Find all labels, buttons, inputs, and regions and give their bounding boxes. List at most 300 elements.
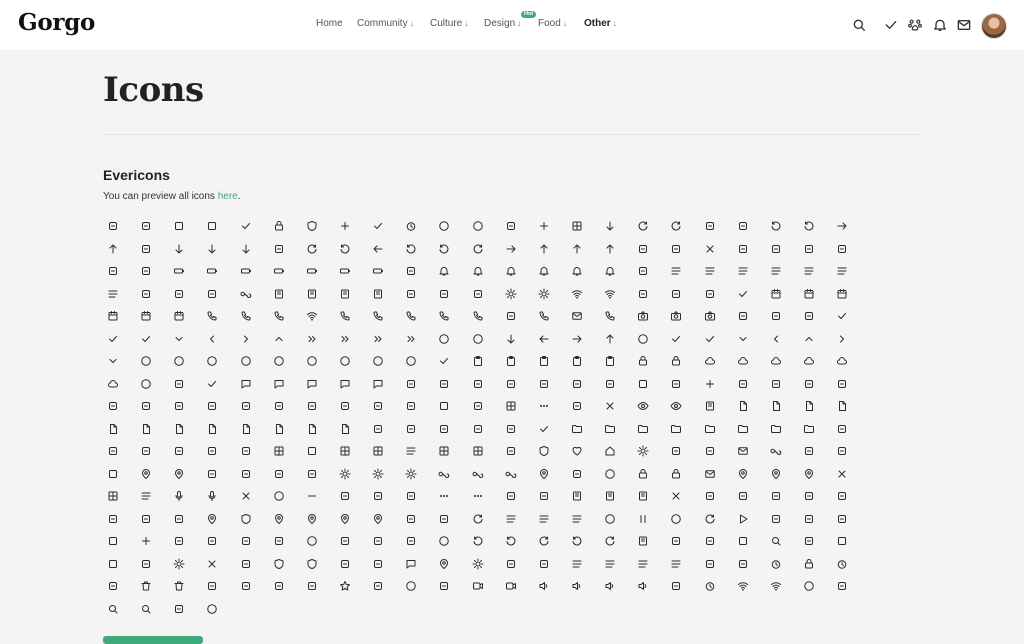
chevron-up-icon[interactable] xyxy=(273,331,306,354)
alert-circle-icon[interactable] xyxy=(438,218,471,241)
volume-icon[interactable] xyxy=(538,578,571,601)
video-off-icon[interactable] xyxy=(472,578,505,601)
navigation-icon[interactable] xyxy=(240,398,273,421)
arrow-up-icon[interactable] xyxy=(604,241,637,264)
chat-icon[interactable] xyxy=(405,556,438,579)
euro-circle-icon[interactable] xyxy=(206,601,239,624)
grid-4-icon[interactable] xyxy=(472,443,505,466)
map-navigation-icon[interactable] xyxy=(339,511,372,534)
clipboard-x-icon[interactable] xyxy=(604,353,637,376)
shield-heart-icon[interactable] xyxy=(538,443,571,466)
minus-icon[interactable] xyxy=(306,488,339,511)
music-icon[interactable] xyxy=(538,488,571,511)
cloud-download-icon[interactable] xyxy=(737,353,770,376)
x-circle-alt-icon[interactable] xyxy=(372,353,405,376)
info-circle-alt-icon[interactable] xyxy=(273,353,306,376)
atom-icon[interactable] xyxy=(107,263,140,286)
return-icon[interactable] xyxy=(637,241,670,264)
printer-icon[interactable] xyxy=(240,533,273,556)
forward-icon[interactable] xyxy=(670,218,703,241)
cloud-icon[interactable] xyxy=(107,376,140,399)
ticket-icon[interactable] xyxy=(505,376,538,399)
map-alt-icon[interactable] xyxy=(803,466,836,489)
star-icon[interactable] xyxy=(339,578,372,601)
file-alt-icon[interactable] xyxy=(173,421,206,444)
check-circle-alt-icon[interactable] xyxy=(704,331,737,354)
bookmark-off-icon[interactable] xyxy=(339,286,372,309)
expand-icon[interactable] xyxy=(704,241,737,264)
wifi-icon[interactable] xyxy=(770,578,803,601)
mail-icon[interactable] xyxy=(704,466,737,489)
smile-icon[interactable] xyxy=(438,578,471,601)
more-vertical-icon[interactable] xyxy=(472,488,505,511)
grid-square-icon[interactable] xyxy=(339,443,372,466)
sort-icon[interactable] xyxy=(670,533,703,556)
skip-end-icon[interactable] xyxy=(803,511,836,534)
frame-icon[interactable] xyxy=(438,398,471,421)
cart-icon[interactable] xyxy=(737,308,770,331)
move-icon[interactable] xyxy=(770,241,803,264)
crop-icon[interactable] xyxy=(637,376,670,399)
minus-circle-icon[interactable] xyxy=(637,331,670,354)
redo-icon[interactable] xyxy=(306,241,339,264)
volume-down-icon[interactable] xyxy=(637,578,670,601)
inbox-icon[interactable] xyxy=(737,443,770,466)
image-square-icon[interactable] xyxy=(206,218,239,241)
arrow-right-circle-icon[interactable] xyxy=(571,331,604,354)
video-icon[interactable] xyxy=(505,578,538,601)
medkit-icon[interactable] xyxy=(737,488,770,511)
pause-icon[interactable] xyxy=(637,511,670,534)
layout-icon[interactable] xyxy=(505,398,538,421)
bar-dots-icon[interactable] xyxy=(538,398,571,421)
alert-triangle-icon[interactable] xyxy=(505,218,538,241)
at-sign-icon[interactable] xyxy=(836,241,869,264)
linkedin-icon[interactable] xyxy=(505,466,538,489)
file-icon[interactable] xyxy=(737,398,770,421)
cloud-upload-icon[interactable] xyxy=(770,353,803,376)
nav-food[interactable] xyxy=(538,18,567,29)
share-nodes-icon[interactable] xyxy=(240,556,273,579)
battery-charging-icon[interactable] xyxy=(306,263,339,286)
code-circle-icon[interactable] xyxy=(140,376,173,399)
list-music-icon[interactable] xyxy=(505,511,538,534)
plus-circle-icon[interactable] xyxy=(472,331,505,354)
dribbble-icon[interactable] xyxy=(339,398,372,421)
crosshair-icon[interactable] xyxy=(737,376,770,399)
radio-alt-icon[interactable] xyxy=(405,533,438,556)
message-lines-icon[interactable] xyxy=(339,376,372,399)
delete-back-icon[interactable] xyxy=(140,398,173,421)
help-circle-icon[interactable] xyxy=(306,533,339,556)
plus-cross-icon[interactable] xyxy=(704,376,737,399)
phone-hangup-icon[interactable] xyxy=(273,308,306,331)
bell-plus-icon[interactable] xyxy=(505,263,538,286)
settings-alt-icon[interactable] xyxy=(472,556,505,579)
credit-card-back-icon[interactable] xyxy=(571,376,604,399)
fire-icon[interactable] xyxy=(438,421,471,444)
arrow-down-icon[interactable] xyxy=(240,241,273,264)
rotate-cw-icon[interactable] xyxy=(604,533,637,556)
chart-square-icon[interactable] xyxy=(173,218,206,241)
gift-icon[interactable] xyxy=(107,443,140,466)
send-icon[interactable] xyxy=(206,398,239,421)
phone-call-icon[interactable] xyxy=(206,308,239,331)
arrow-double-right-icon[interactable] xyxy=(273,241,306,264)
apps-icon[interactable] xyxy=(571,218,604,241)
reply-icon[interactable] xyxy=(803,218,836,241)
chevrons-down-icon[interactable] xyxy=(372,331,405,354)
mic-icon[interactable] xyxy=(206,488,239,511)
phone-end-icon[interactable] xyxy=(538,308,571,331)
save-alt-icon[interactable] xyxy=(505,421,538,444)
facebook-icon[interactable] xyxy=(704,398,737,421)
folder-camera-icon[interactable] xyxy=(571,421,604,444)
grid-3-icon[interactable] xyxy=(372,443,405,466)
refresh-icon[interactable] xyxy=(472,533,505,556)
film-icon[interactable] xyxy=(505,488,538,511)
clock-icon[interactable] xyxy=(637,353,670,376)
alarm-clock-icon[interactable] xyxy=(273,218,306,241)
shuffle-icon[interactable] xyxy=(737,218,770,241)
target-icon[interactable] xyxy=(571,466,604,489)
align-bottom-icon[interactable] xyxy=(670,263,703,286)
grid-dots-icon[interactable] xyxy=(107,488,140,511)
arrow-up-left-icon[interactable] xyxy=(538,241,571,264)
collapse-icon[interactable] xyxy=(737,241,770,264)
check-square-icon[interactable] xyxy=(538,421,571,444)
queue-icon[interactable] xyxy=(571,511,604,534)
list-square-icon[interactable] xyxy=(405,443,438,466)
arrow-down-left-icon[interactable] xyxy=(173,241,206,264)
edit-icon[interactable] xyxy=(173,511,206,534)
droplet-icon[interactable] xyxy=(372,398,405,421)
eject-icon[interactable] xyxy=(472,398,505,421)
square-icon[interactable] xyxy=(107,466,140,489)
arrow-left-icon[interactable] xyxy=(372,241,405,264)
file-code-icon[interactable] xyxy=(770,398,803,421)
credit-card-alt-icon[interactable] xyxy=(538,376,571,399)
behance-icon[interactable] xyxy=(405,263,438,286)
chevron-right-icon[interactable] xyxy=(240,331,273,354)
arrow-right-icon[interactable] xyxy=(505,241,538,264)
infinity-alt-icon[interactable] xyxy=(770,443,803,466)
undo-icon[interactable] xyxy=(339,241,372,264)
shield-location-icon[interactable] xyxy=(240,511,273,534)
zoom-out-icon[interactable] xyxy=(140,601,173,624)
volume-off-icon[interactable] xyxy=(571,578,604,601)
backspace-icon[interactable] xyxy=(704,218,737,241)
arrow-down-right-icon[interactable] xyxy=(206,241,239,264)
wallet-icon[interactable] xyxy=(670,578,703,601)
refresh-ccw-icon[interactable] xyxy=(505,533,538,556)
location-icon[interactable] xyxy=(273,511,306,534)
chevrons-up-icon[interactable] xyxy=(405,331,438,354)
bell-ring-icon[interactable] xyxy=(472,263,505,286)
align-center-h-icon[interactable] xyxy=(836,263,869,286)
filter-icon[interactable] xyxy=(372,421,405,444)
pen-icon[interactable] xyxy=(140,511,173,534)
app-add-icon[interactable] xyxy=(538,218,571,241)
at-circle-icon[interactable] xyxy=(604,466,637,489)
user-circle-icon[interactable] xyxy=(405,578,438,601)
book-open-icon[interactable] xyxy=(306,286,339,309)
google-icon[interactable] xyxy=(240,443,273,466)
clipboard-check-icon[interactable] xyxy=(438,353,471,376)
calendar-minus-icon[interactable] xyxy=(107,308,140,331)
command-icon[interactable] xyxy=(173,376,206,399)
align-justify-alt-icon[interactable] xyxy=(637,556,670,579)
list-play-icon[interactable] xyxy=(538,511,571,534)
wifi-call-icon[interactable] xyxy=(306,308,339,331)
eye-icon[interactable] xyxy=(670,398,703,421)
shield-icon[interactable] xyxy=(273,556,306,579)
trend-down-icon[interactable] xyxy=(140,241,173,264)
arrows-diagonal-icon[interactable] xyxy=(670,241,703,264)
bar-chart-icon[interactable] xyxy=(140,263,173,286)
play-circle-icon[interactable] xyxy=(670,511,703,534)
clock-face-icon[interactable] xyxy=(803,556,836,579)
creative-commons-icon[interactable] xyxy=(173,601,206,624)
battery-full-icon[interactable] xyxy=(273,263,306,286)
battery-empty-icon[interactable] xyxy=(372,263,405,286)
clipboard-list-icon[interactable] xyxy=(571,353,604,376)
copy-icon[interactable] xyxy=(405,286,438,309)
map-marker-icon[interactable] xyxy=(372,511,405,534)
globe-alt-icon[interactable] xyxy=(206,443,239,466)
cloud-hidden-icon[interactable] xyxy=(803,353,836,376)
align-left-alt-icon[interactable] xyxy=(604,556,637,579)
external-link-icon[interactable] xyxy=(604,398,637,421)
contrast-icon[interactable] xyxy=(438,376,471,399)
info-icon[interactable] xyxy=(803,443,836,466)
align-center-v-icon[interactable] xyxy=(704,263,737,286)
broadcast-icon[interactable] xyxy=(571,286,604,309)
sound-waves-icon[interactable] xyxy=(836,488,869,511)
lock-icon[interactable] xyxy=(670,466,703,489)
gamepad-icon[interactable] xyxy=(836,421,869,444)
phone-missed-icon[interactable] xyxy=(372,308,405,331)
skip-back-icon[interactable] xyxy=(770,511,803,534)
bell-icon[interactable] xyxy=(932,17,948,33)
crop-rect-icon[interactable] xyxy=(836,533,869,556)
minus-circle-big-icon[interactable] xyxy=(273,488,306,511)
battery-low-icon[interactable] xyxy=(173,263,206,286)
message-check-icon[interactable] xyxy=(206,376,239,399)
shopping-bag-icon[interactable] xyxy=(438,556,471,579)
rewind-icon[interactable] xyxy=(438,511,471,534)
attach-off-icon[interactable] xyxy=(770,488,803,511)
trending-up-icon[interactable] xyxy=(273,578,306,601)
alarm-check-icon[interactable] xyxy=(372,218,405,241)
x-circle-thin-icon[interactable] xyxy=(803,578,836,601)
file-x-icon[interactable] xyxy=(836,398,869,421)
arrow-left-circle-icon[interactable] xyxy=(538,331,571,354)
scan-icon[interactable] xyxy=(704,533,737,556)
terminal-icon[interactable] xyxy=(538,556,571,579)
file-image-icon[interactable] xyxy=(273,421,306,444)
hexagon-icon[interactable] xyxy=(670,488,703,511)
arrow-down-thin-icon[interactable] xyxy=(604,218,637,241)
pie-icon[interactable] xyxy=(372,578,405,601)
key-icon[interactable] xyxy=(206,466,239,489)
battery-mid-icon[interactable] xyxy=(206,263,239,286)
undo-curve-icon[interactable] xyxy=(770,218,803,241)
star-circle-icon[interactable] xyxy=(339,353,372,376)
columns-alt-icon[interactable] xyxy=(670,376,703,399)
wifi-off-icon[interactable] xyxy=(737,578,770,601)
folder-empty-icon[interactable] xyxy=(803,421,836,444)
settings-icon[interactable] xyxy=(173,556,206,579)
file-add-icon[interactable] xyxy=(107,421,140,444)
redo-curve-icon[interactable] xyxy=(637,218,670,241)
chevron-up-circle-icon[interactable] xyxy=(803,331,836,354)
columns-icon[interactable] xyxy=(472,286,505,309)
undo-alt-icon[interactable] xyxy=(438,241,471,264)
layers-icon[interactable] xyxy=(273,466,306,489)
folder-icon[interactable] xyxy=(670,421,703,444)
clipboard-icon[interactable] xyxy=(472,353,505,376)
align-center-icon[interactable] xyxy=(571,556,604,579)
trash-alt-icon[interactable] xyxy=(173,578,206,601)
arrow-up-thin-icon[interactable] xyxy=(107,241,140,264)
folder-x-icon[interactable] xyxy=(770,421,803,444)
download-button[interactable] xyxy=(103,636,203,644)
chevron-left-icon[interactable] xyxy=(206,331,239,354)
sticky-note-icon[interactable] xyxy=(637,488,670,511)
bitcoin-icon[interactable] xyxy=(637,263,670,286)
thumbs-up-icon[interactable] xyxy=(737,556,770,579)
bluetooth-off-alt-icon[interactable] xyxy=(173,286,206,309)
peace-icon[interactable] xyxy=(107,511,140,534)
bag-icon[interactable] xyxy=(670,443,703,466)
lightning-icon[interactable] xyxy=(405,466,438,489)
laptop-alt-icon[interactable] xyxy=(240,466,273,489)
github-icon[interactable] xyxy=(140,443,173,466)
thumbs-down-icon[interactable] xyxy=(704,556,737,579)
chevron-right-circle-icon[interactable] xyxy=(836,331,869,354)
paperclip-icon[interactable] xyxy=(803,488,836,511)
calendar-empty-icon[interactable] xyxy=(173,308,206,331)
bell-icon[interactable] xyxy=(604,263,637,286)
calendar-icon[interactable] xyxy=(803,286,836,309)
database-icon[interactable] xyxy=(107,398,140,421)
trophy-icon[interactable] xyxy=(770,376,803,399)
dialpad-icon[interactable] xyxy=(505,308,538,331)
nav-home[interactable] xyxy=(316,18,343,29)
align-justify-icon[interactable] xyxy=(107,286,140,309)
pause-circle-icon[interactable] xyxy=(604,511,637,534)
phone-incoming-icon[interactable] xyxy=(240,308,273,331)
photo-icon[interactable] xyxy=(273,533,306,556)
lightbulb-icon[interactable] xyxy=(637,443,670,466)
message-empty-icon[interactable] xyxy=(372,376,405,399)
book-icon[interactable] xyxy=(273,286,306,309)
camera-off-icon[interactable] xyxy=(670,308,703,331)
check-icon[interactable] xyxy=(883,17,899,33)
rotate-ccw-icon[interactable] xyxy=(571,533,604,556)
nav-other[interactable] xyxy=(584,18,617,29)
youtube-icon[interactable] xyxy=(836,578,869,601)
message-alert-icon[interactable] xyxy=(306,376,339,399)
volume-x-icon[interactable] xyxy=(604,578,637,601)
battery-off-icon[interactable] xyxy=(339,263,372,286)
trash-icon[interactable] xyxy=(140,578,173,601)
zoom-in-icon[interactable] xyxy=(107,601,140,624)
table-icon[interactable] xyxy=(438,443,471,466)
search-icon[interactable] xyxy=(770,533,803,556)
dashboard-icon[interactable] xyxy=(836,376,869,399)
circle-plus-icon[interactable] xyxy=(306,353,339,376)
file-plus-icon[interactable] xyxy=(803,398,836,421)
toggle-icon[interactable] xyxy=(107,578,140,601)
link-icon[interactable] xyxy=(472,466,505,489)
select-icon[interactable] xyxy=(107,556,140,579)
shuffle-alt-icon[interactable] xyxy=(339,556,372,579)
check-thin-icon[interactable] xyxy=(140,331,173,354)
stop-circle-icon[interactable] xyxy=(173,353,206,376)
reply-all-icon[interactable] xyxy=(405,241,438,264)
align-right-alt-icon[interactable] xyxy=(670,556,703,579)
gitlab-icon[interactable] xyxy=(173,443,206,466)
globe-icon[interactable] xyxy=(140,218,173,241)
credit-card-icon[interactable] xyxy=(670,286,703,309)
minus-circle-thin-icon[interactable] xyxy=(240,353,273,376)
link-off-icon[interactable] xyxy=(438,466,471,489)
chevron-down-circle-icon[interactable] xyxy=(737,331,770,354)
paw-icon[interactable] xyxy=(907,17,923,33)
lock-off-icon[interactable] xyxy=(637,466,670,489)
light-icon[interactable] xyxy=(339,466,372,489)
align-top-icon[interactable] xyxy=(803,263,836,286)
align-left-icon[interactable] xyxy=(737,263,770,286)
plus-icon[interactable] xyxy=(140,533,173,556)
broadcast-alt-icon[interactable] xyxy=(604,286,637,309)
arrow-right-thin-icon[interactable] xyxy=(836,218,869,241)
chevron-down-icon[interactable] xyxy=(173,331,206,354)
drop-hollow-icon[interactable] xyxy=(405,398,438,421)
clipboard-alt-icon[interactable] xyxy=(505,353,538,376)
grid-2-icon[interactable] xyxy=(273,443,306,466)
expand-arrows-icon[interactable] xyxy=(240,488,273,511)
x-circle-icon[interactable] xyxy=(438,331,471,354)
check-icon[interactable] xyxy=(836,308,869,331)
phone-off-icon[interactable] xyxy=(472,308,505,331)
file-plus-alt-icon[interactable] xyxy=(206,421,239,444)
info-circle-icon[interactable] xyxy=(472,218,505,241)
preview-icons-link[interactable]: here xyxy=(217,191,238,202)
cast-icon[interactable] xyxy=(505,556,538,579)
share-box-icon[interactable] xyxy=(206,556,239,579)
calendar-x-icon[interactable] xyxy=(836,286,869,309)
bookmark-icon[interactable] xyxy=(372,286,405,309)
mail-icon[interactable] xyxy=(956,17,972,33)
bell-off-icon[interactable] xyxy=(571,263,604,286)
sliders-icon[interactable] xyxy=(704,488,737,511)
newspaper-icon[interactable] xyxy=(571,488,604,511)
bell-icon[interactable] xyxy=(438,263,471,286)
instagram-icon[interactable] xyxy=(836,443,869,466)
circle-icon[interactable] xyxy=(405,353,438,376)
mic-off-icon[interactable] xyxy=(173,488,206,511)
circle-empty-icon[interactable] xyxy=(438,533,471,556)
note-icon[interactable] xyxy=(604,488,637,511)
copy-stack-icon[interactable] xyxy=(206,578,239,601)
crop-alt-icon[interactable] xyxy=(306,443,339,466)
battery-high-icon[interactable] xyxy=(240,263,273,286)
briefcase-icon[interactable] xyxy=(770,308,803,331)
file-lines-icon[interactable] xyxy=(306,421,339,444)
